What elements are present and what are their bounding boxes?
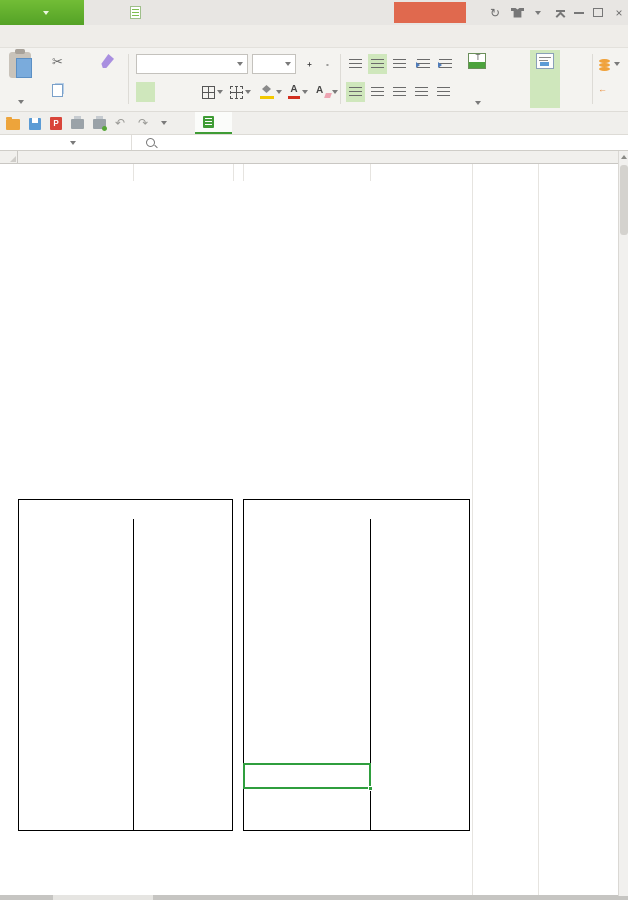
italic-button[interactable] [157,82,176,102]
horizontal-scroll-thumb[interactable] [53,895,153,900]
font-color-icon: A [288,85,300,99]
font-size-select[interactable] [252,54,296,74]
wps-logo[interactable] [0,0,84,25]
document-icon [130,6,141,19]
scroll-up-icon[interactable] [621,155,627,159]
chevron-down-icon [18,100,24,104]
align-left-icon [349,87,362,97]
sync-icon[interactable]: ↻ [489,5,501,20]
fill-color-button[interactable] [258,82,284,102]
borders-icon [202,86,215,99]
gridline [538,164,539,896]
decrease-indent-icon [417,59,430,69]
borders-button[interactable] [200,82,225,102]
align-top-button[interactable] [346,54,365,74]
wrap-text-button[interactable] [530,50,560,108]
chevron-down-icon [237,62,243,66]
copy-icon [52,84,63,97]
maximize-icon[interactable] [593,8,603,17]
bold-button[interactable] [136,82,155,102]
number-format-button[interactable] [597,54,622,74]
align-center-button[interactable] [368,82,387,102]
collapse-ribbon-icon[interactable] [556,10,565,16]
paste-icon [9,52,31,78]
save-icon[interactable] [29,118,41,130]
merge-center-button[interactable] [462,50,492,108]
help-icon[interactable] [533,11,547,15]
login-button[interactable] [394,2,466,23]
vertical-scrollbar[interactable] [618,151,628,896]
toolbar-more-icon[interactable] [161,121,167,125]
align-center-icon [371,87,384,97]
align-left-button[interactable] [346,82,365,102]
print-preview-icon[interactable] [93,119,106,129]
distribute-icon [437,87,450,97]
name-box[interactable] [0,135,132,150]
gridline [233,164,234,181]
chevron-down-icon [245,90,251,94]
vertical-scroll-thumb[interactable] [620,165,628,235]
column-headers [18,151,618,164]
sheet-tab[interactable] [195,112,232,134]
clear-format-button[interactable] [314,82,340,102]
increase-indent-icon [439,59,452,69]
quick-access-bar [0,112,628,134]
cut-button[interactable] [52,56,67,68]
decrease-indent-button[interactable] [414,54,433,74]
chevron-down-icon [285,62,291,66]
font-color-button[interactable] [286,82,310,102]
number-format-icon [599,58,612,71]
merge-center-icon [468,53,486,69]
distribute-button[interactable] [434,82,453,102]
font-name-select[interactable] [136,54,248,74]
open-icon[interactable] [6,119,20,130]
minimize-icon[interactable] [574,12,584,14]
justify-icon [415,87,428,97]
title-bar [0,0,628,25]
align-right-button[interactable] [390,82,409,102]
magnifier-icon[interactable] [146,138,155,147]
align-top-icon [349,59,362,69]
horizontal-scrollbar[interactable] [0,895,628,900]
align-middle-button[interactable] [368,54,387,74]
chevron-down-icon [276,90,282,94]
select-all-corner[interactable] [0,151,18,164]
chevron-down-icon [475,101,481,105]
print-icon[interactable] [71,119,84,129]
underline-button[interactable] [176,82,195,102]
align-bottom-button[interactable] [390,54,409,74]
gridline [243,164,244,181]
spreadsheet[interactable] [0,151,618,896]
workbook-icon [203,116,214,128]
formula-input[interactable] [165,135,628,150]
formula-bar [0,134,628,151]
gridline [133,164,134,181]
chevron-down-icon [535,11,541,15]
copy-button[interactable] [52,84,67,97]
chevron-down-icon [332,90,338,94]
draw-border-button[interactable] [228,82,253,102]
left-table-border [18,499,233,831]
chevron-down-icon [302,90,308,94]
export-pdf-icon[interactable]: P [50,117,62,130]
increase-font-button[interactable]: + [307,59,312,69]
chevron-down-icon [43,11,49,15]
draw-border-icon [230,86,243,99]
gridline [472,164,473,896]
chevron-down-icon [70,141,76,145]
percent-button[interactable] [620,54,628,74]
paste-button[interactable] [6,50,34,106]
fill-color-icon [260,85,274,99]
ribbon [0,48,628,112]
align-right-icon [393,87,406,97]
undo-icon[interactable]: ↶ [115,116,126,130]
format-painter-icon [100,54,114,68]
wrap-text-icon [536,53,554,69]
fill-handle[interactable] [368,786,373,791]
justify-button[interactable] [412,82,431,102]
format-painter-icon-button[interactable] [100,54,114,68]
document-title [130,0,146,25]
scissors-icon: ✂ [52,54,63,69]
gridline [370,164,371,181]
align-middle-icon [371,59,384,69]
clear-format-icon: A [316,85,330,99]
increase-decimal-button[interactable]: ← [598,84,607,94]
chevron-down-icon [217,90,223,94]
align-bottom-icon [393,59,406,69]
left-table-divider [133,519,134,831]
increase-indent-button[interactable] [436,54,455,74]
close-icon[interactable]: × [615,5,623,20]
redo-icon[interactable]: ↷ [138,116,149,130]
selected-cell-d28[interactable] [243,763,371,789]
menu-bar [0,25,628,48]
decrease-font-button[interactable]: - [326,59,329,69]
skin-icon[interactable] [511,8,524,18]
